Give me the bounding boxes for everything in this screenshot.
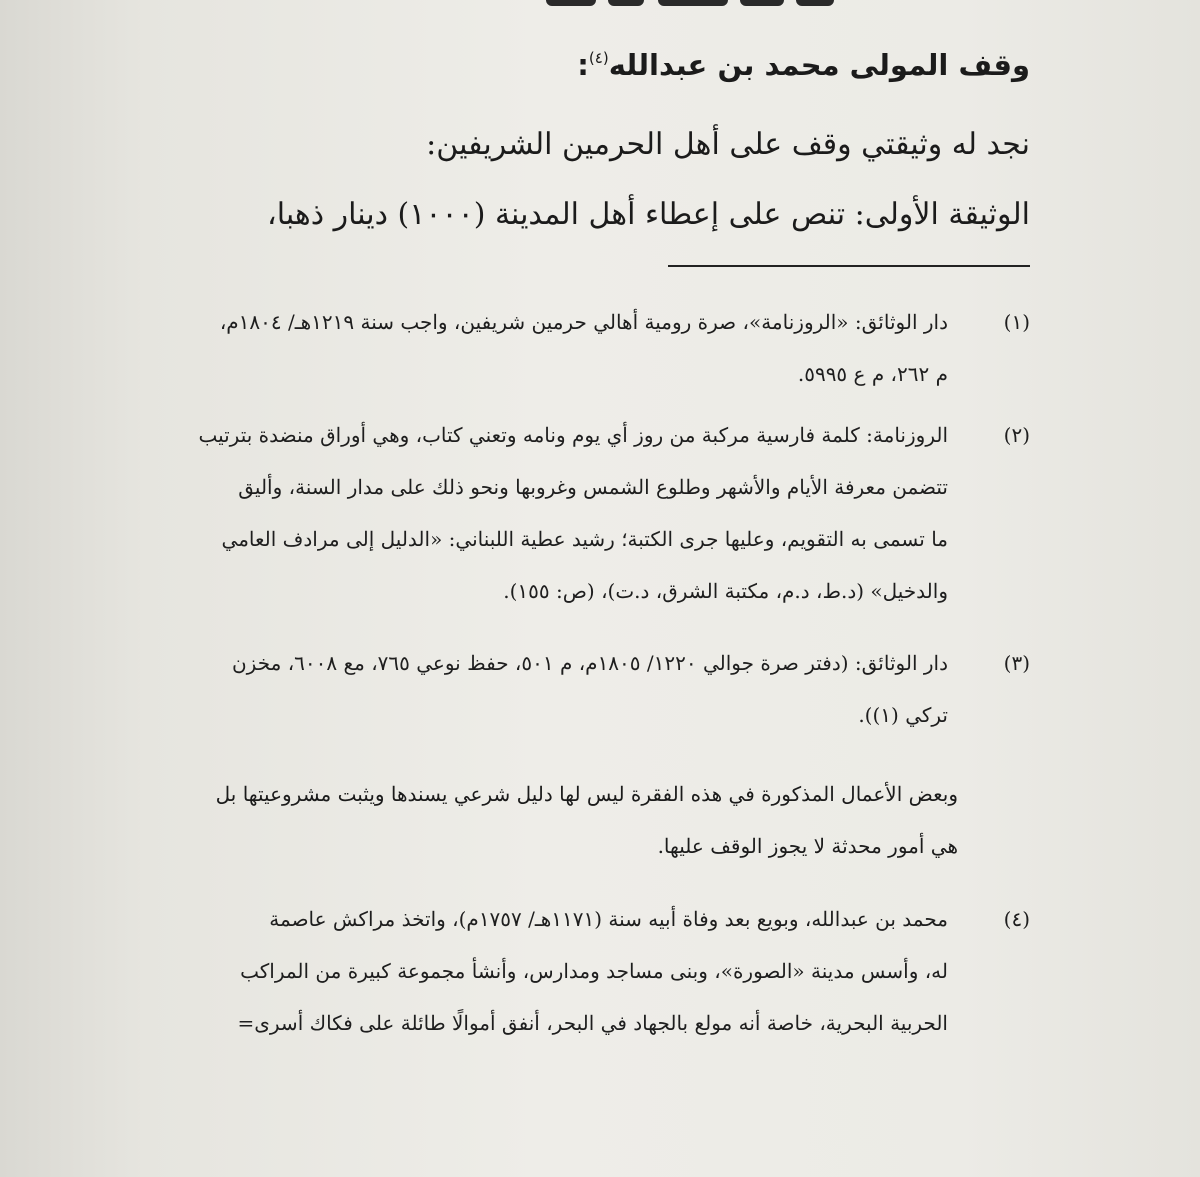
footnote-text: [30, 409, 948, 617]
footnote-3: [30, 637, 1030, 741]
footnote-4: [30, 893, 1030, 1049]
footnote-text: [30, 637, 948, 741]
footnote-line: والدخيل» (د.ط، د.م، مكتبة الشرق، د.ت)، (ص: ١٥٥).: [503, 579, 948, 603]
footnote-continuation-paragraph: [8, 768, 958, 872]
footnote-2: [30, 409, 1030, 617]
paragraph-line: هي أمور محدثة لا يجوز الوقف عليها.: [657, 834, 958, 858]
footnote-line: دار الوثائق: «الروزنامة»، صرة رومية أهالي حرمين شريفين، واجب سنة ١٢١٩هـ/ ١٨٠٤م،: [219, 310, 948, 334]
footnote-divider: [668, 265, 1030, 267]
heading-text: وقف المولى محمد بن عبدالله: [608, 48, 1030, 82]
footnote-line: تتضمن معرفة الأيام والأشهر وطلوع الشمس وغروبها ونحو ذلك على مدار السنة، وأليق: [238, 475, 948, 499]
body-paragraph-line-1: نجد له وثيقتي وقف على أهل الحرمين الشريفين:: [426, 127, 1030, 162]
cut-off-previous-line: [540, 0, 840, 14]
footnote-number: (١): [1003, 310, 1030, 334]
paragraph-line: وبعض الأعمال المذكورة في هذه الفقرة ليس لها دليل شرعي يسندها ويثبت مشروعيتها بل: [215, 782, 958, 806]
body-paragraph-line-2: الوثيقة الأولى: تنص على إعطاء أهل المدينة (١٠٠٠) دينار ذهبا،: [267, 197, 1030, 232]
footnote-line: م ٢٦٢، م ع ٥٩٩٥.: [797, 362, 948, 386]
section-heading: [230, 36, 1030, 87]
heading-colon: :: [577, 48, 589, 82]
footnote-line: الحربية البحرية، خاصة أنه مولع بالجهاد في البحر، أنفق أموالًا طائلة على فكاك أسرى=: [237, 1011, 948, 1035]
footnote-line: له، وأسس مدينة «الصورة»، وبنى مساجد ومدارس، وأنشأ مجموعة كبيرة من المراكب: [240, 959, 948, 983]
footnote-line: محمد بن عبدالله، وبويع بعد وفاة أبيه سنة (١١٧١هـ/ ١٧٥٧م)، واتخذ مراكش عاصمة: [269, 907, 948, 931]
footnote-line: تركي (١)).: [858, 703, 948, 727]
footnote-1: [30, 296, 1030, 400]
footnote-line: ما تسمى به التقويم، وعليها جرى الكتبة؛ رشيد عطية اللبناني: «الدليل إلى مرادف العامي: [221, 527, 948, 551]
footnote-line: الروزنامة: كلمة فارسية مركبة من روز أي يوم ونامه وتعني كتاب، وهي أوراق منضدة بترتيب: [198, 423, 948, 447]
footnote-text: [30, 893, 948, 1049]
heading-footnote-ref: (٤): [588, 49, 609, 67]
footnote-text: [30, 296, 948, 400]
footnote-line: دار الوثائق: (دفتر صرة جوالي ١٢٢٠/ ١٨٠٥م، م ٥٠١، حفظ نوعي ٧٦٥، مع ٦٠٠٨، مخزن: [231, 651, 948, 675]
footnote-number: (٢): [1003, 423, 1030, 447]
footnote-number: (٤): [1003, 907, 1030, 931]
footnote-number: (٣): [1003, 651, 1030, 675]
